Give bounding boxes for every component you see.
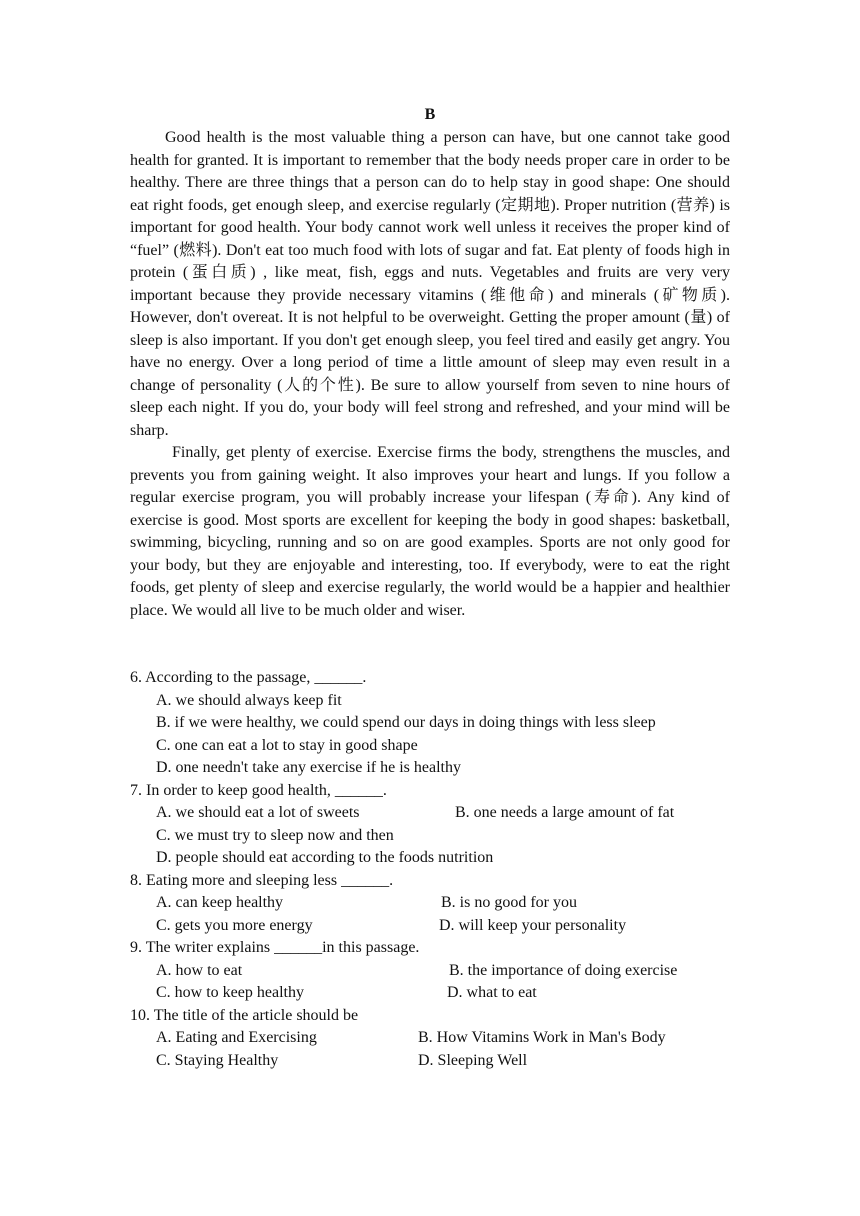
question-6-option-d[interactable]: D. one needn't take any exercise if he is healthy — [156, 759, 461, 776]
question-6-option-b[interactable]: B. if we were healthy, we could spend our days in doing things with less sleep — [156, 714, 656, 731]
question-list — [130, 667, 750, 1072]
question-9 — [130, 937, 750, 1005]
passage-paragraph-2: Finally, get plenty of exercise. Exercise firms the body, strengthens the muscles, and prevents you from gaining weight. It also improves your heart and lungs. If you follow a regular exercise program, you will probably increase your lifespan (寿命). Any kind of exercise is good. Most sports are excellent for keeping the body in good shapes: basketball, swimming, bicycling, running and so on are good examples. Sports are not only good for your body, but they are enjoyable and interesting, too. If everybody, were to eat the right foods, get plenty of sleep and exercise regularly, the world would be a happier and healthier place. We would all live to be much older and wiser. — [130, 444, 730, 619]
question-9-option-c[interactable]: C. how to keep healthy — [156, 984, 304, 1001]
question-6-row-a — [130, 690, 750, 713]
question-10-option-b[interactable]: B. How Vitamins Work in Man's Body — [418, 1029, 666, 1046]
question-10-row-cd — [130, 1050, 750, 1073]
question-7-option-c[interactable]: C. we must try to sleep now and then — [156, 826, 394, 844]
question-7-stem: 7. In order to keep good health, ______. — [130, 781, 387, 799]
question-10-option-c[interactable]: C. Staying Healthy — [156, 1051, 279, 1069]
reading-passage — [130, 127, 730, 622]
question-6-row-b — [130, 712, 750, 735]
question-8-option-d[interactable]: D. will keep your personality — [439, 916, 627, 934]
question-10-stem: 10. The title of the article should be — [130, 1006, 359, 1024]
question-6-row-c — [130, 735, 750, 758]
question-7-option-b[interactable]: B. one needs a large amount of fat — [455, 804, 675, 821]
question-10-row-ab — [130, 1027, 750, 1050]
question-6-option-a[interactable]: A. we should always keep fit — [156, 691, 342, 709]
question-6-stem: 6. According to the passage, ______. — [130, 669, 367, 686]
question-7-option-a[interactable]: A. we should eat a lot of sweets — [156, 804, 360, 821]
question-9-option-b[interactable]: B. the importance of doing exercise — [449, 961, 678, 979]
section-title: B — [424, 106, 436, 123]
question-9-row-cd — [130, 982, 750, 1005]
question-8-row-ab — [130, 892, 750, 915]
question-9-stem: 9. The writer explains ______in this passage. — [130, 939, 420, 956]
question-7-row-c — [130, 825, 750, 848]
question-7-option-d[interactable]: D. people should eat according to the foods nutrition — [156, 849, 494, 866]
question-6 — [130, 667, 750, 780]
question-6-option-c[interactable]: C. one can eat a lot to stay in good shape — [156, 736, 418, 754]
question-9-row-ab — [130, 960, 750, 983]
question-8-option-c[interactable]: C. gets you more energy — [156, 916, 313, 934]
question-8-option-b[interactable]: B. is no good for you — [441, 894, 577, 911]
question-7 — [130, 780, 750, 870]
question-9-option-d[interactable]: D. what to eat — [447, 984, 537, 1001]
question-9-option-a[interactable]: A. how to eat — [156, 961, 243, 979]
question-10-option-d[interactable]: D. Sleeping Well — [418, 1051, 528, 1069]
question-8 — [130, 870, 750, 938]
question-7-row-ab — [130, 802, 750, 825]
question-8-stem: 8. Eating more and sleeping less ______. — [130, 871, 394, 889]
question-7-row-d — [130, 847, 750, 870]
question-8-option-a[interactable]: A. can keep healthy — [156, 894, 284, 911]
question-10 — [130, 1005, 750, 1073]
question-10-option-a[interactable]: A. Eating and Exercising — [156, 1029, 317, 1046]
question-8-row-cd — [130, 915, 750, 938]
passage-paragraph-1: Good health is the most valuable thing a person can have, but one cannot take good health for granted. It is important to remember that the body needs proper care in order to be healthy. There are three things that a person can do to help stay in good shape: One should eat right foods, get enough sleep, and exercise regularly (定期地). Proper nutrition (营养) is important for good health. Your body cannot work well unless it receives the proper kind of “fuel” (燃料). Don't eat too much food with lots of sugar and fat. Eat plenty of foods high in protein (蛋白质) , like meat, fish, eggs and nuts. Vegetables and fruits are very very important because they provide necessary vitamins (维他命) and minerals (矿物质). However, don't overeat. It is not helpful to be overweight. Getting the proper amount (量) of sleep is also important. If you don't get enough sleep, you feel tired and easily get angry. You have no energy. Over a long period of time a little amount of sleep may even result in a change of personality (人的个性). Be sure to allow yourself from seven to nine hours of sleep each night. If you do, your body will feel strong and refreshed, and your mind will be sharp. — [130, 129, 730, 439]
question-6-row-d — [130, 757, 750, 780]
